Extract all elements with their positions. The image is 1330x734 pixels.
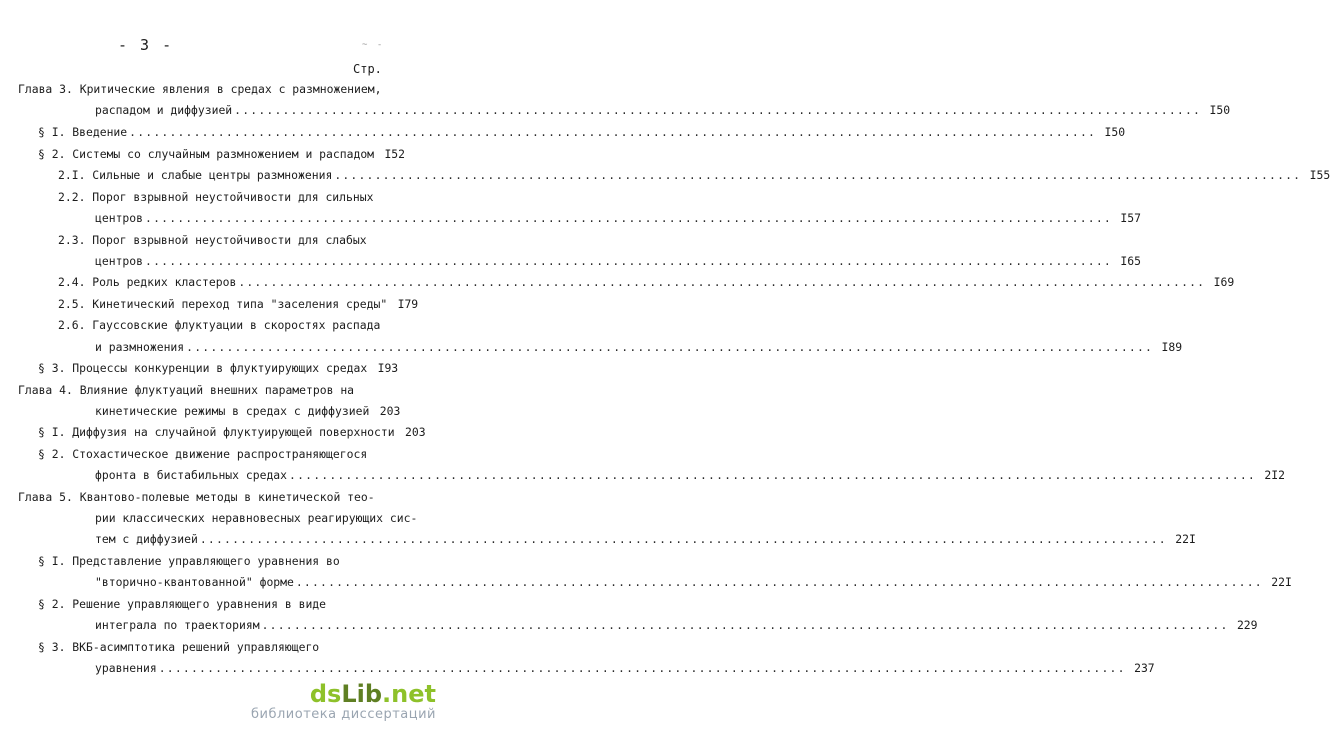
dot-leader: ........................................................................................................................ [158, 661, 1126, 675]
toc-entry-text: кинетические режимы в средах с диффузией [95, 404, 370, 418]
dot-leader: ........................................................................................................................ [334, 168, 1302, 182]
toc-line [58, 275, 1235, 289]
toc-page-number: I52 [384, 147, 406, 161]
toc-page-number: I50 [1209, 103, 1231, 117]
toc-line [95, 254, 1141, 268]
dot-leader: ........................................................................................................................ [261, 618, 1229, 632]
toc-line [58, 168, 1330, 182]
watermark [251, 681, 436, 722]
watermark-subtitle: библиотека диссертаций [251, 707, 436, 722]
toc-page-number: 22I [1175, 532, 1196, 546]
toc-entry-text: рии классических неравновесных реагирующих сис- [95, 511, 418, 525]
toc-line [18, 82, 381, 96]
toc-page-number: 2I2 [1264, 468, 1285, 482]
toc-line [38, 425, 426, 439]
dot-leader: ........................................................................................................................ [129, 125, 1097, 139]
dot-leader: ........................................................................................................................ [186, 340, 1154, 354]
toc-entry-text: 2.4. Роль редких кластеров [58, 275, 237, 289]
toc-entry-text: уравнения [95, 661, 157, 675]
toc-line [95, 618, 1258, 632]
toc-line [95, 575, 1292, 589]
toc-entry-text: интеграла по траекториям [95, 618, 260, 632]
toc-line [95, 211, 1141, 225]
toc-entry-text: § 3. Процессы конкуренции в флуктуирующих средах [38, 361, 368, 375]
toc-line [38, 640, 319, 654]
toc-line [38, 147, 406, 161]
toc-line [95, 532, 1196, 546]
toc-page-number: I57 [1120, 211, 1141, 225]
toc-page-number: I50 [1104, 125, 1126, 139]
toc-line [58, 233, 367, 247]
corner-mark: ~ - [362, 40, 385, 50]
toc-line [95, 661, 1155, 675]
toc-entry-text: § 3. ВКБ-асимптотика решений управляющего [38, 640, 320, 654]
watermark-logo: dsLib.net [309, 680, 436, 708]
toc-page-number: I65 [1120, 254, 1141, 268]
toc-page-number: I69 [1213, 275, 1235, 289]
toc-line [38, 125, 1126, 139]
toc-page-number: 22I [1271, 575, 1292, 589]
toc-page-number: I55 [1309, 168, 1330, 182]
toc-page-number: 229 [1236, 618, 1258, 632]
dot-leader: ........................................................................................................................ [289, 468, 1256, 482]
toc-line [58, 297, 419, 311]
toc-entry-text: фронта в бистабильных средах [95, 468, 288, 482]
dot-leader: ........................................................................................................................ [145, 254, 1112, 268]
dot-leader: ........................................................................................................................ [295, 575, 1263, 589]
dot-leader: ........................................................................................................................ [145, 211, 1112, 225]
toc-entry-text: центров [95, 254, 144, 268]
toc-entry-text: Глава 3. Критические явления в средах с размножением, [18, 82, 382, 96]
toc-line [38, 597, 326, 611]
page-number: - 3 - [118, 36, 174, 54]
toc-line [95, 404, 401, 418]
toc-entry-text: § I. Введение [38, 125, 128, 139]
dot-leader: ........................................................................................................................ [199, 532, 1167, 546]
toc-page-number: I93 [377, 361, 399, 375]
toc-line [95, 103, 1231, 117]
toc-line [58, 318, 380, 332]
toc-entry-text: распадом и диффузией [95, 103, 233, 117]
toc-line [58, 190, 373, 204]
dot-leader: ........................................................................................................................ [238, 275, 1206, 289]
toc-page-number: 203 [379, 404, 401, 418]
toc-entry-text: § I. Диффузия на случайной флуктуирующей поверхности [38, 425, 395, 439]
dot-leader: ........................................................................................................................ [234, 103, 1202, 117]
toc-line [38, 554, 340, 568]
toc-entry-text: 2.2. Порог взрывной неустойчивости для сильных [58, 190, 374, 204]
toc-entry-text: § 2. Стохастическое движение распространяющегося [38, 447, 368, 461]
toc-entry-text: § 2. Решение управляющего уравнения в виде [38, 597, 327, 611]
toc-entry-text: § I. Представление управляющего уравнения во [38, 554, 340, 568]
toc-entry-text: 2.3. Порог взрывной неустойчивости для слабых [58, 233, 367, 247]
toc-line [95, 511, 417, 525]
toc-line [95, 468, 1285, 482]
toc-line [18, 490, 375, 504]
toc-page-number: I79 [397, 297, 419, 311]
toc-entry-text: 2.6. Гауссовские флуктуации в скоростях распада [58, 318, 381, 332]
toc-line [18, 383, 354, 397]
toc-entry-text: § 2. Системы со случайным размножением и распадом [38, 147, 375, 161]
toc-entry-text: 2.I. Сильные и слабые центры размножения [58, 168, 333, 182]
toc-line [38, 447, 367, 461]
toc-page-number: 203 [405, 425, 426, 439]
toc-page-number: 237 [1134, 661, 1155, 675]
toc-entry-text: и размножения [95, 340, 185, 354]
toc-entry-text: центров [95, 211, 144, 225]
toc-entry-text: тем с диффузией [95, 532, 198, 546]
toc-line [38, 361, 398, 375]
toc-entry-text: 2.5. Кинетический переход типа "заселения среды" [58, 297, 388, 311]
toc-page-number: I89 [1161, 340, 1183, 354]
toc-entry-text: Глава 5. Квантово-полевые методы в кинетической тео- [18, 490, 375, 504]
toc-line [95, 340, 1183, 354]
toc-entry-text: "вторично-квантованной" форме [95, 575, 294, 589]
page-column-label: Стр. [353, 62, 382, 76]
toc-entry-text: Глава 4. Влияние флуктуаций внешних параметров на [18, 383, 355, 397]
